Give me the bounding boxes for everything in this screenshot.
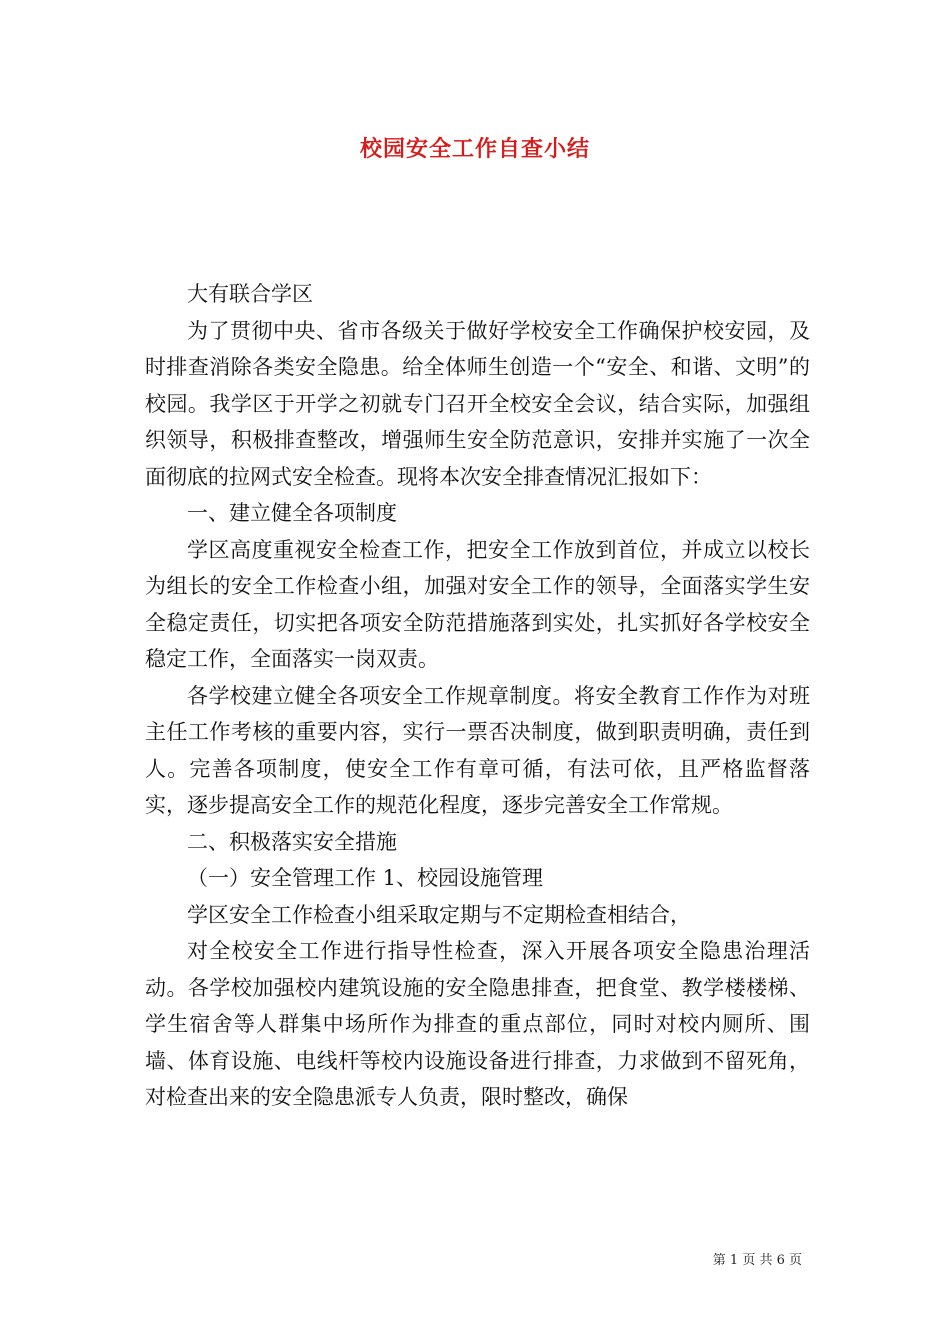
paragraph-facility-inspection: 对全校安全工作进行指导性检查，深入开展各项安全隐患治理活动。各学校加强校内建筑设施的安全隐患排查，把食堂、教学楼楼梯、学生宿舍等人群集中场所作为排查的重点部位，同时对校内厕所、围墙、体育设施、电线杆等校内设施设备进行排查，力求做到不留死角，对检查出来的安全隐患派专人负责，限时整改，确保 — [145, 939, 810, 1109]
document-body — [145, 276, 810, 1116]
section-heading-1: 一、建立健全各项制度 — [187, 501, 397, 525]
section-heading-2: 二、积极落实安全措施 — [187, 829, 397, 854]
paragraph-inspection-group: 学区安全工作检查小组采取定期与不定期检查相结合， — [187, 902, 691, 927]
paragraph-introduction: 为了贯彻中央、省市各级关于做好学校安全工作确保护校安园，及时排查消除各类安全隐患。给全体师生创造一个“安全、和谐、文明”的校园。我学区于开学之初就专门召开全校安全会议，结合实际，加强组织领导，积极排查整改，增强师生安全防范意识，安排并实施了一次全面彻底的拉网式安全检查。现将本次安全排查情况汇报如下： — [145, 318, 810, 489]
page-number: 第 1 页 共 6 页 — [712, 1253, 802, 1268]
subsection-heading: （一）安全管理工作 1、校园设施管理 — [187, 866, 544, 890]
paragraph-school-district: 大有联合学区 — [187, 282, 313, 306]
document-title: 校园安全工作自查小结 — [359, 136, 590, 162]
paragraph-leadership: 学区高度重视安全检查工作，把安全工作放到首位，并成立以校长为组长的安全工作检查小组，加强对安全工作的领导，全面落实学生安全稳定责任，切实把各项安全防范措施落到实处，扎实抓好各学校安全稳定工作，全面落实一岗双责。 — [145, 537, 810, 671]
paragraph-regulations: 各学校建立健全各项安全工作规章制度。将安全教育工作作为对班主任工作考核的重要内容，实行一票否决制度，做到职责明确，责任到人。完善各项制度，使安全工作有章可循，有法可依，且严格监督落实，逐步提高安全工作的规范化程度，逐步完善安全工作常规。 — [145, 683, 810, 817]
